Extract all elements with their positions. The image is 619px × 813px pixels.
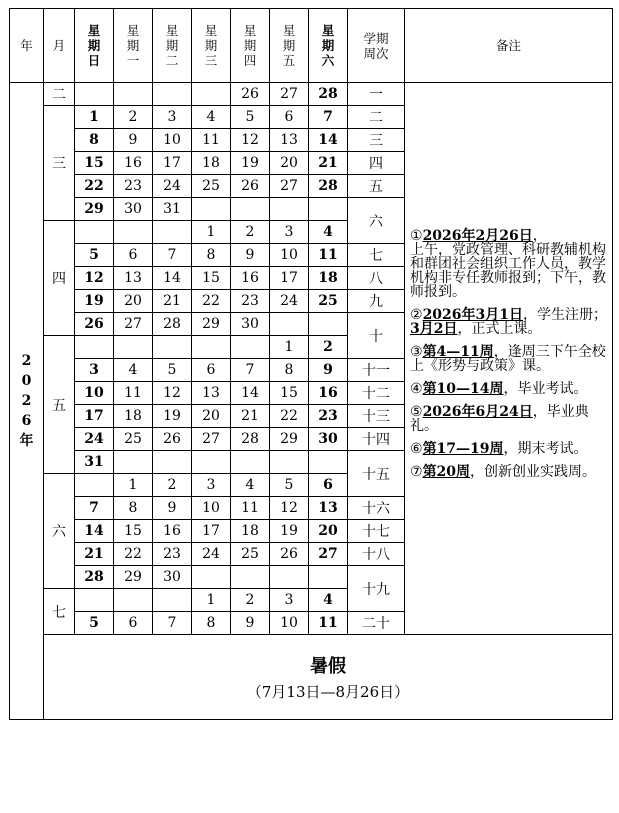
day-cell bbox=[114, 451, 153, 474]
day-cell: 24 bbox=[270, 290, 309, 313]
header-label: 星 期 二 bbox=[165, 23, 179, 68]
calendar-week-row bbox=[10, 83, 613, 106]
day-cell: 5 bbox=[75, 244, 114, 267]
header-label: 星 期 三 bbox=[204, 23, 218, 68]
day-cell bbox=[192, 336, 231, 359]
day-cell bbox=[309, 198, 348, 221]
header-wednesday bbox=[192, 9, 231, 83]
day-cell: 19 bbox=[270, 520, 309, 543]
day-cell: 17 bbox=[153, 152, 192, 175]
day-cell bbox=[153, 336, 192, 359]
day-cell: 17 bbox=[192, 520, 231, 543]
day-cell bbox=[231, 336, 270, 359]
day-cell: 8 bbox=[192, 244, 231, 267]
day-cell: 26 bbox=[153, 428, 192, 451]
day-cell: 14 bbox=[75, 520, 114, 543]
day-cell: 9 bbox=[309, 359, 348, 382]
day-cell: 29 bbox=[192, 313, 231, 336]
day-cell: 27 bbox=[192, 428, 231, 451]
day-cell: 4 bbox=[309, 221, 348, 244]
day-cell: 29 bbox=[114, 566, 153, 589]
day-cell bbox=[192, 451, 231, 474]
day-cell: 18 bbox=[231, 520, 270, 543]
header-saturday bbox=[309, 9, 348, 83]
day-cell: 30 bbox=[231, 313, 270, 336]
day-cell: 22 bbox=[75, 175, 114, 198]
day-cell: 16 bbox=[231, 267, 270, 290]
school-calendar-table bbox=[9, 8, 613, 720]
year-label: 2 0 2 6 年 bbox=[10, 83, 44, 720]
day-cell bbox=[114, 336, 153, 359]
day-cell: 10 bbox=[75, 382, 114, 405]
week-number: 十七 bbox=[348, 520, 405, 543]
day-cell bbox=[114, 221, 153, 244]
note-5: ⑤2026年6月24日，毕业典礼。 bbox=[410, 404, 589, 434]
day-cell: 28 bbox=[309, 175, 348, 198]
day-cell: 4 bbox=[309, 589, 348, 612]
header-thursday bbox=[231, 9, 270, 83]
week-number: 十九 bbox=[348, 566, 405, 612]
day-cell bbox=[153, 83, 192, 106]
day-cell: 20 bbox=[114, 290, 153, 313]
week-number: 十三 bbox=[348, 405, 405, 428]
week-number: 十一 bbox=[348, 359, 405, 382]
week-number: 三 bbox=[348, 129, 405, 152]
day-cell: 14 bbox=[309, 129, 348, 152]
week-number: 四 bbox=[348, 152, 405, 175]
day-cell: 21 bbox=[75, 543, 114, 566]
day-cell bbox=[75, 589, 114, 612]
day-cell: 18 bbox=[192, 152, 231, 175]
day-cell: 28 bbox=[153, 313, 192, 336]
day-cell: 3 bbox=[75, 359, 114, 382]
vacation-title: 暑假 bbox=[310, 656, 346, 677]
vacation-row bbox=[10, 635, 613, 720]
day-cell: 5 bbox=[153, 359, 192, 382]
day-cell: 22 bbox=[192, 290, 231, 313]
week-number: 二 bbox=[348, 106, 405, 129]
day-cell: 12 bbox=[75, 267, 114, 290]
day-cell: 23 bbox=[231, 290, 270, 313]
day-cell: 12 bbox=[231, 129, 270, 152]
header-week-number bbox=[348, 9, 405, 83]
day-cell bbox=[114, 83, 153, 106]
day-cell: 12 bbox=[270, 497, 309, 520]
day-cell: 13 bbox=[114, 267, 153, 290]
header-sunday bbox=[75, 9, 114, 83]
header-label: 星 期 四 bbox=[243, 23, 257, 68]
day-cell: 2 bbox=[309, 336, 348, 359]
day-cell bbox=[75, 336, 114, 359]
day-cell: 21 bbox=[231, 405, 270, 428]
day-cell: 6 bbox=[192, 359, 231, 382]
day-cell: 15 bbox=[192, 267, 231, 290]
day-cell: 15 bbox=[270, 382, 309, 405]
day-cell: 1 bbox=[192, 221, 231, 244]
day-cell: 15 bbox=[114, 520, 153, 543]
day-cell: 5 bbox=[231, 106, 270, 129]
day-cell: 2 bbox=[114, 106, 153, 129]
day-cell: 10 bbox=[192, 497, 231, 520]
day-cell: 1 bbox=[75, 106, 114, 129]
month-label-feb: 二 bbox=[44, 83, 75, 106]
day-cell: 5 bbox=[75, 612, 114, 635]
day-cell: 16 bbox=[153, 520, 192, 543]
note-4: ④第10—14周，毕业考试。 bbox=[410, 381, 588, 397]
month-label-may: 五 bbox=[44, 336, 75, 474]
day-cell bbox=[75, 221, 114, 244]
day-cell: 10 bbox=[270, 612, 309, 635]
day-cell bbox=[270, 451, 309, 474]
day-cell: 23 bbox=[114, 175, 153, 198]
day-cell: 31 bbox=[75, 451, 114, 474]
day-cell: 26 bbox=[270, 543, 309, 566]
header-label: 星 期 一 bbox=[126, 23, 140, 68]
header-label: 星 期 日 bbox=[87, 23, 101, 68]
day-cell: 27 bbox=[114, 313, 153, 336]
day-cell: 21 bbox=[309, 152, 348, 175]
day-cell: 21 bbox=[153, 290, 192, 313]
day-cell: 10 bbox=[153, 129, 192, 152]
day-cell: 30 bbox=[153, 566, 192, 589]
day-cell: 8 bbox=[114, 497, 153, 520]
day-cell: 18 bbox=[309, 267, 348, 290]
week-number: 五 bbox=[348, 175, 405, 198]
day-cell: 27 bbox=[270, 175, 309, 198]
day-cell: 2 bbox=[231, 589, 270, 612]
day-cell: 8 bbox=[270, 359, 309, 382]
day-cell: 19 bbox=[75, 290, 114, 313]
day-cell bbox=[231, 198, 270, 221]
summer-vacation bbox=[44, 635, 613, 720]
day-cell: 28 bbox=[309, 83, 348, 106]
day-cell: 6 bbox=[270, 106, 309, 129]
day-cell: 7 bbox=[75, 497, 114, 520]
day-cell: 29 bbox=[75, 198, 114, 221]
day-cell: 24 bbox=[192, 543, 231, 566]
day-cell: 25 bbox=[192, 175, 231, 198]
day-cell: 26 bbox=[231, 83, 270, 106]
week-number: 七 bbox=[348, 244, 405, 267]
day-cell: 24 bbox=[75, 428, 114, 451]
day-cell: 11 bbox=[114, 382, 153, 405]
day-cell bbox=[309, 451, 348, 474]
week-number: 十六 bbox=[348, 497, 405, 520]
month-label-mar: 三 bbox=[44, 106, 75, 221]
day-cell: 8 bbox=[75, 129, 114, 152]
day-cell: 11 bbox=[309, 244, 348, 267]
day-cell: 7 bbox=[309, 106, 348, 129]
day-cell: 1 bbox=[114, 474, 153, 497]
day-cell: 4 bbox=[231, 474, 270, 497]
day-cell: 3 bbox=[270, 589, 309, 612]
remarks-notes bbox=[405, 83, 613, 635]
day-cell: 9 bbox=[231, 612, 270, 635]
day-cell: 4 bbox=[114, 359, 153, 382]
day-cell: 2 bbox=[231, 221, 270, 244]
day-cell: 9 bbox=[114, 129, 153, 152]
week-number: 六 bbox=[348, 198, 405, 244]
day-cell: 17 bbox=[75, 405, 114, 428]
day-cell: 24 bbox=[153, 175, 192, 198]
day-cell: 9 bbox=[153, 497, 192, 520]
day-cell: 23 bbox=[309, 405, 348, 428]
day-cell: 28 bbox=[75, 566, 114, 589]
day-cell: 8 bbox=[192, 612, 231, 635]
day-cell bbox=[153, 589, 192, 612]
day-cell: 25 bbox=[231, 543, 270, 566]
day-cell: 30 bbox=[309, 428, 348, 451]
day-cell: 11 bbox=[231, 497, 270, 520]
day-cell bbox=[75, 474, 114, 497]
day-cell: 12 bbox=[153, 382, 192, 405]
day-cell bbox=[309, 566, 348, 589]
day-cell: 13 bbox=[192, 382, 231, 405]
day-cell bbox=[153, 221, 192, 244]
day-cell: 6 bbox=[309, 474, 348, 497]
note-7: ⑦第20周，创新创业实践周。 bbox=[410, 464, 597, 480]
week-number: 十八 bbox=[348, 543, 405, 566]
header-label: 星 期 六 bbox=[321, 23, 335, 68]
week-number: 十五 bbox=[348, 451, 405, 497]
day-cell: 14 bbox=[231, 382, 270, 405]
day-cell: 28 bbox=[231, 428, 270, 451]
header-label: 星 期 五 bbox=[282, 23, 296, 68]
day-cell: 2 bbox=[153, 474, 192, 497]
week-number: 一 bbox=[348, 83, 405, 106]
header-label: 学期 周次 bbox=[363, 30, 389, 61]
day-cell: 13 bbox=[270, 129, 309, 152]
day-cell: 26 bbox=[231, 175, 270, 198]
day-cell bbox=[270, 198, 309, 221]
day-cell bbox=[270, 566, 309, 589]
month-label-jul: 七 bbox=[44, 589, 75, 635]
day-cell: 17 bbox=[270, 267, 309, 290]
day-cell: 11 bbox=[192, 129, 231, 152]
day-cell: 3 bbox=[192, 474, 231, 497]
header-friday bbox=[270, 9, 309, 83]
day-cell: 20 bbox=[192, 405, 231, 428]
note-1: ①2026年2月26日， 上午，党政管理、科研教辅机构和群团社会组织工作人员，教学机构非专任教师报到；下午，教师报到。 bbox=[410, 228, 606, 300]
day-cell bbox=[309, 313, 348, 336]
day-cell bbox=[153, 451, 192, 474]
week-number: 八 bbox=[348, 267, 405, 290]
day-cell: 11 bbox=[309, 612, 348, 635]
day-cell bbox=[192, 198, 231, 221]
day-cell: 20 bbox=[270, 152, 309, 175]
day-cell: 26 bbox=[75, 313, 114, 336]
vacation-range: （7月13日—8月26日） bbox=[246, 683, 410, 701]
day-cell: 14 bbox=[153, 267, 192, 290]
day-cell: 19 bbox=[153, 405, 192, 428]
month-label-apr: 四 bbox=[44, 221, 75, 336]
day-cell: 1 bbox=[192, 589, 231, 612]
day-cell: 15 bbox=[75, 152, 114, 175]
week-number: 九 bbox=[348, 290, 405, 313]
note-3: ③第4—11周，逢周三下午全校上《形势与政策》课。 bbox=[410, 344, 606, 374]
day-cell: 13 bbox=[309, 497, 348, 520]
day-cell: 6 bbox=[114, 612, 153, 635]
day-cell: 7 bbox=[153, 612, 192, 635]
day-cell: 3 bbox=[270, 221, 309, 244]
header-month: 月 bbox=[44, 9, 75, 83]
day-cell: 10 bbox=[270, 244, 309, 267]
day-cell: 25 bbox=[114, 428, 153, 451]
day-cell bbox=[231, 451, 270, 474]
day-cell: 27 bbox=[309, 543, 348, 566]
month-label-jun: 六 bbox=[44, 474, 75, 589]
week-number: 十四 bbox=[348, 428, 405, 451]
day-cell: 29 bbox=[270, 428, 309, 451]
day-cell: 23 bbox=[153, 543, 192, 566]
day-cell bbox=[75, 83, 114, 106]
header-tuesday bbox=[153, 9, 192, 83]
day-cell: 20 bbox=[309, 520, 348, 543]
week-number: 二十 bbox=[348, 612, 405, 635]
day-cell: 6 bbox=[114, 244, 153, 267]
day-cell: 22 bbox=[270, 405, 309, 428]
day-cell: 4 bbox=[192, 106, 231, 129]
day-cell: 5 bbox=[270, 474, 309, 497]
day-cell: 16 bbox=[309, 382, 348, 405]
day-cell: 30 bbox=[114, 198, 153, 221]
header-remarks: 备注 bbox=[405, 9, 613, 83]
day-cell: 25 bbox=[309, 290, 348, 313]
day-cell bbox=[192, 566, 231, 589]
day-cell: 19 bbox=[231, 152, 270, 175]
header-year: 年 bbox=[10, 9, 44, 83]
day-cell bbox=[192, 83, 231, 106]
day-cell: 1 bbox=[270, 336, 309, 359]
day-cell: 16 bbox=[114, 152, 153, 175]
day-cell bbox=[231, 566, 270, 589]
day-cell: 9 bbox=[231, 244, 270, 267]
header-monday bbox=[114, 9, 153, 83]
note-2: ②2026年3月1日，学生注册； 3月2日，正式上课。 bbox=[410, 307, 608, 337]
day-cell: 7 bbox=[153, 244, 192, 267]
day-cell: 3 bbox=[153, 106, 192, 129]
day-cell: 7 bbox=[231, 359, 270, 382]
week-number: 十 bbox=[348, 313, 405, 359]
day-cell: 22 bbox=[114, 543, 153, 566]
day-cell: 27 bbox=[270, 83, 309, 106]
day-cell bbox=[270, 313, 309, 336]
note-6: ⑥第17—19周，期末考试。 bbox=[410, 441, 588, 457]
day-cell: 31 bbox=[153, 198, 192, 221]
day-cell: 18 bbox=[114, 405, 153, 428]
week-number: 十二 bbox=[348, 382, 405, 405]
day-cell bbox=[114, 589, 153, 612]
